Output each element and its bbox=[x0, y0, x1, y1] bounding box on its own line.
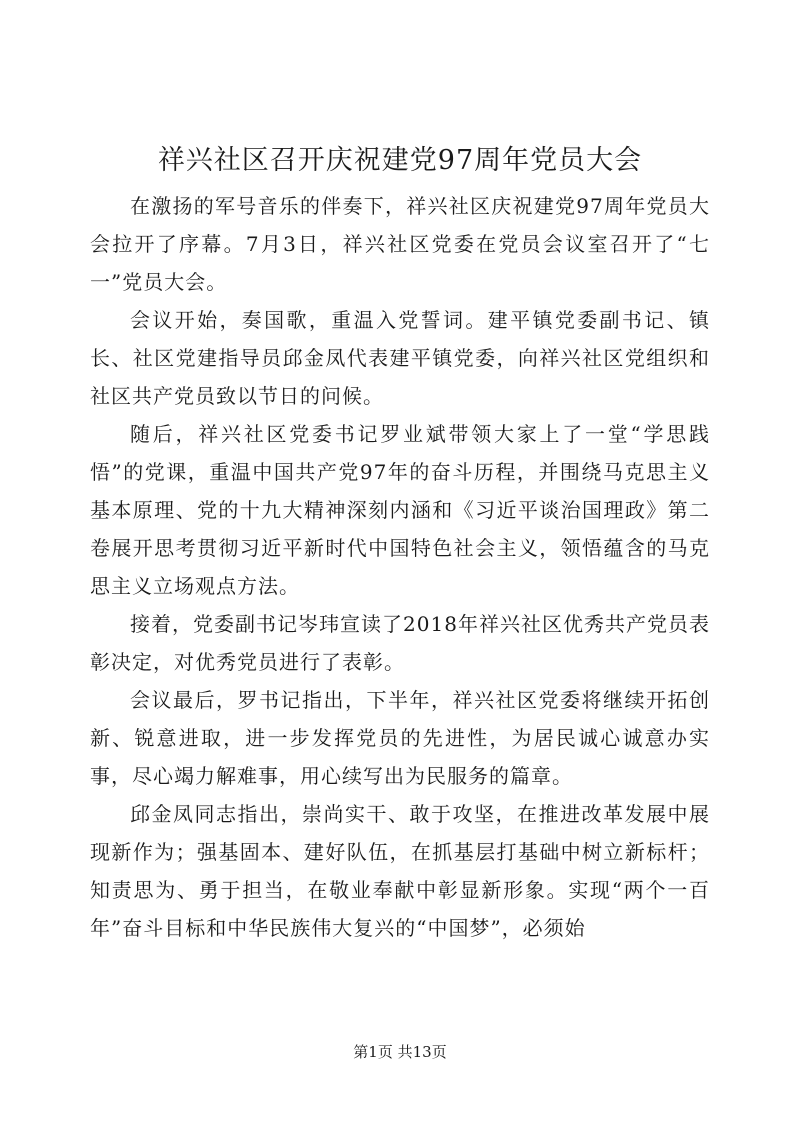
page-number-footer: 第1页 共13页 bbox=[353, 1043, 447, 1061]
paragraph: 会议最后，罗书记指出，下半年，祥兴社区党委将继续开拓创新、锐意进取，进一步发挥党员的先进性，为居民诚心诚意办实事，尽心竭力解难事，用心续写出为民服务的篇章。 bbox=[90, 688, 710, 788]
paragraph: 邱金凤同志指出，崇尚实干、敢于攻坚，在推进改革发展中展现新作为；强基固本、建好队伍，在抓基层打基础中树立新标杆；知责思为、勇于担当，在敬业奉献中彰显新形象。实现“两个一百年”奋斗目标和中华民族伟大复兴的“中国梦”，必须始 bbox=[90, 802, 710, 940]
paragraph: 会议开始，奏国歌，重温入党誓词。建平镇党委副书记、镇长、社区党建指导员邱金凤代表建平镇党委，向祥兴社区党组织和社区共产党员致以节日的问候。 bbox=[90, 308, 710, 408]
document-title: 祥兴社区召开庆祝建党97周年党员大会 bbox=[157, 145, 643, 176]
document-body bbox=[90, 187, 710, 947]
paragraph: 在激扬的军号音乐的伴奏下，祥兴社区庆祝建党97周年党员大会拉开了序幕。7月3日，祥兴社区党委在党员会议室召开了“七一”党员大会。 bbox=[90, 194, 710, 294]
paragraph: 接着，党委副书记岑玮宣读了2018年祥兴社区优秀共产党员表彰决定，对优秀党员进行了表彰。 bbox=[90, 612, 710, 674]
paragraph: 随后，祥兴社区党委书记罗业斌带领大家上了一堂“学思践悟”的党课，重温中国共产党97年的奋斗历程，并围绕马克思主义基本原理、党的十九大精神深刻内涵和《习近平谈治国理政》第二卷展开思考贯彻习近平新时代中国特色社会主义，领悟蕴含的马克思主义立场观点方法。 bbox=[90, 422, 710, 598]
